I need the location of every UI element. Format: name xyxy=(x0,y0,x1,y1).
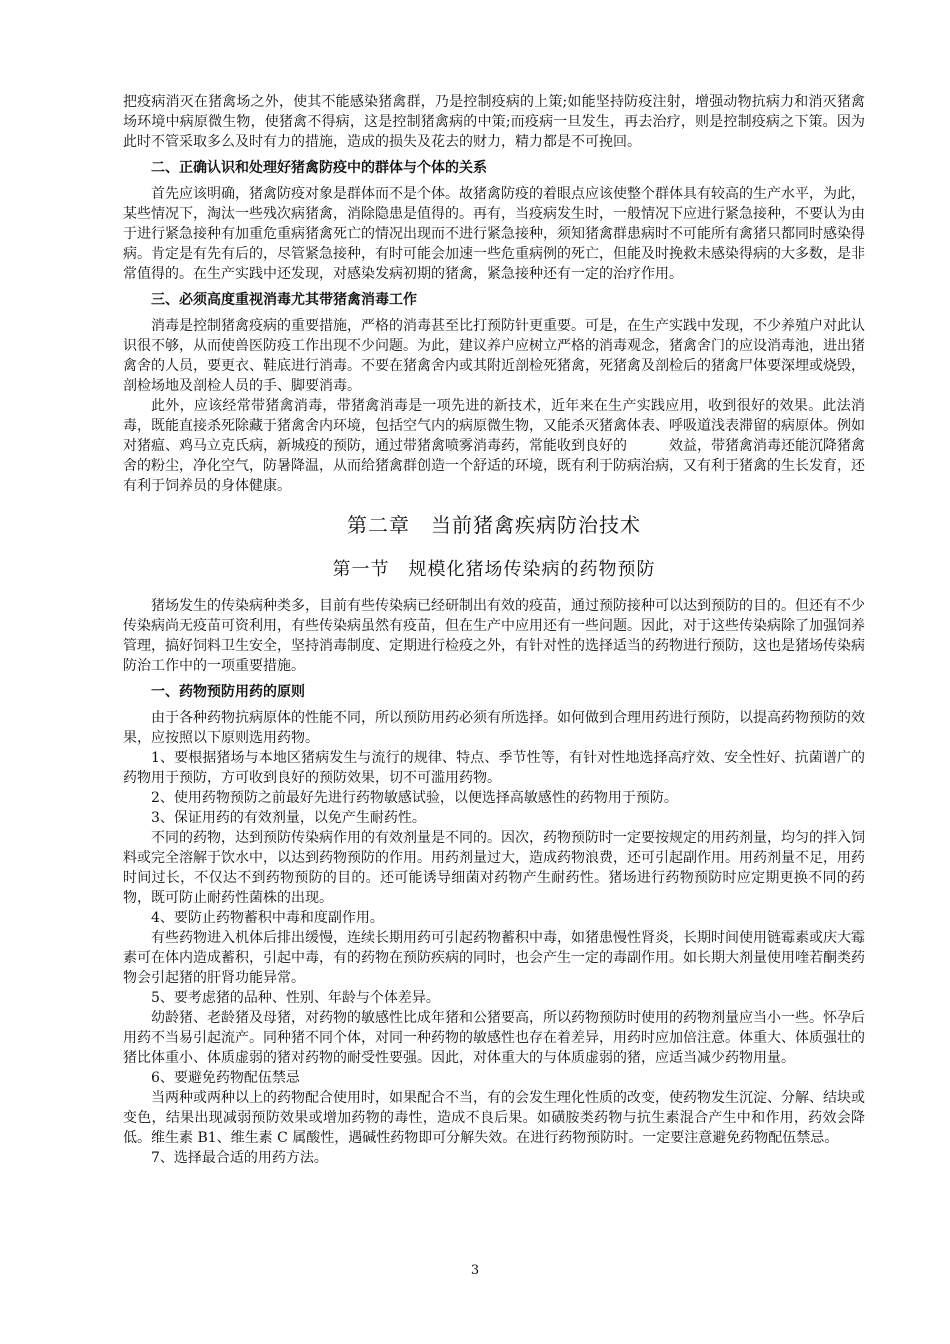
paragraph: 不同的药物，达到预防传染病作用的有效剂量是不同的。因次，药物预防时一定要按规定的用药剂量，均匀的拌入饲料或完全溶解于饮水中，以达到药物预防的作用。用药剂量过大，造成药物浪费，还可引起副作用。用药剂量不足，用药时间过长，不仅达不到药物预防的目的。还可能诱导细菌对药物产生耐药性。猪场进行药物预防时应定期更换不同的药物，既可防止耐药性菌株的出现。 xyxy=(123,830,865,906)
paragraph xyxy=(123,396,865,496)
rule-item: 4、要防止药物蓄积中毒和度副作用。 xyxy=(151,910,384,926)
text-run: 效益，带猪禽消毒还能沉降猪禽舍的粉尘，净化空气，防暑降温，从而给猪禽群创造一个舒适的环境，既有利于防病治病，又有利于猪禽的生长发育，还有利于饲养员的身体健康。 xyxy=(123,438,865,494)
section-title: 第一节 规模化猪场传染病的药物预防 xyxy=(332,559,656,580)
paragraph: 有些药物进入机体后排出缓慢，连续长期用药可引起药物蓄积中毒，如猪患慢性肾炎，长期时间使用链霉素或庆大霉素可在体内造成蓄积，引起中毒，有的药物在预防疾病的同时，也会产生一定的毒副作用。如长期大剂量使用喹若酮类药物会引起猪的肝肾功能异常。 xyxy=(123,930,865,986)
rule-item: 6、要避免药物配伍禁忌 xyxy=(151,1070,300,1086)
page-number: 3 xyxy=(470,1263,480,1278)
paragraph: 首先应该明确，猪禽防疫对象是群体而不是个体。故猪禽防疫的着眼点应该使整个群体具有较高的生产水平，为此，某些情况下，淘汰一些残次病猪禽，消除隐患是值得的。再有，当疫病发生时，一般情况下应进行紧急接种，不要认为由于进行紧急接种有加重危重病猪禽死亡的情况出现而不进行紧急接种，须知猪禽群患病时不可能所有禽猪只都同时感染得病。肯定是有先有后的，尽管紧急接种，有时可能会加速一些危重病例的死亡，但能及时挽救未感染得病的大多数，是非常值得的。在生产实践中还发现，对感染发病初期的猪禽，紧急接种还有一定的治疗作用。 xyxy=(123,186,865,282)
rule-item: 7、选择最合适的用药方法。 xyxy=(151,1150,328,1166)
paragraph: 消毒是控制猪禽疫病的重要措施，严格的消毒甚至比打预防针更重要。可是，在生产实践中发现，不少养殖户对此认识很不够，从而使兽医防疫工作出现不少问题。为此，建议养户应树立严格的消毒观念，猪禽舍门的应设消毒池，进出猪禽舍的人员，要更衣、鞋底进行消毒。不要在猪禽舍内或其附近剖检死猪禽，死猪禽及剖检后的猪禽尸体要深埋或烧毁，剖检场地及剖检人员的手、脚要消毒。 xyxy=(123,318,865,394)
paragraph: 当两种或两种以上的药物配合使用时，如果配合不当，有的会发生理化性质的改变，使药物发生沉淀、分解、结块或变色，结果出现减弱预防效果或增加药物的毒性，造成不良后果。如磺胺类药物与抗生素混合产生中和作用，药效会降低。维生素 B1、维生素 C 属酸性，遇碱性药物即可分解失效。在进行药物预防时。一定要注意避免药物配伍禁忌。 xyxy=(123,1090,865,1146)
paragraph: 由于各种药物抗病原体的性能不同，所以预防用药必须有所选择。如何做到合理用药进行预防，以提高药物预防的效果，应按照以下原则选用药物。 xyxy=(123,710,865,746)
intro-paragraph: 把疫病消灭在猪禽场之外，使其不能感染猪禽群，乃是控制疫病的上策;如能坚持防疫注射，增强动物抗病力和消灭猪禽场环境中病原微生物，使猪禽不得病，这是控制猪禽病的中策;而疫病一旦发生，再去治疗，则是控制疫病之下策。因为此时不管采取多么及时有力的措施，造成的损失及花去的财力，精力都是不可挽回。 xyxy=(123,94,865,150)
page-body xyxy=(123,92,865,1168)
principles-heading: 一、药物预防用药的原则 xyxy=(151,684,305,700)
chapter-title: 第二章 当前猪禽疾病防治技术 xyxy=(347,513,641,537)
section-heading-3: 三、必须高度重视消毒尤其带猪禽消毒工作 xyxy=(151,292,417,308)
paragraph: 幼龄猪、老龄猪及母猪，对药物的敏感性比成年猪和公猪要高，所以药物预防时使用的药物剂量应当小一些。怀孕后用药不当易引起流产。同种猪不同个体，对同一种药物的敏感性也存在着差异，用药时应加倍注意。体重大、体质强壮的猪比体重小、体质虚弱的猪对药物的耐受性要强。因此，对体重大的与体质虚弱的猪，应适当减少药物用量。 xyxy=(123,1010,865,1066)
paragraph: 猪场发生的传染病种类多，目前有些传染病已经研制出有效的疫苗，通过预防接种可以达到预防的目的。但还有不少传染病尚无疫苗可资利用，有些传染病虽然有疫苗，但在生产中应用还有一些问题。因此，对于这些传染病除了加强饲养管理，搞好饲料卫生安全，坚持消毒制度、定期进行检疫之外，有针对性的选择适当的药物进行预防，这也是猪场传染病防治工作中的一项重要措施。 xyxy=(123,598,865,674)
rule-item: 2、使用药物预防之前最好先进行药物敏感试验，以便选择高敏感性的药物用于预防。 xyxy=(151,790,678,806)
text-run: 此外，应该经常带猪禽消毒，带猪禽消毒是一项先进的新技术，近年来在生产实践应用，收到很好的效果。此法消毒，既能直接杀死除藏于猪禽舍内环境，包括空气内的病原微生物，又能杀灭猪禽体表、呼吸道浅表滞留的病原体。例如对猪瘟、鸡马立克氏病，新城疫的预防，通过带猪禽喷雾消毒药，常能收到良好的 xyxy=(123,398,865,454)
rule-item: 5、要考虑猪的品种、性别、年龄与个体差异。 xyxy=(151,990,440,1006)
rule-item: 1、要根据猪场与本地区猪病发生与流行的规律、特点、季节性等，有针对性地选择高疗效、安全性好、抗菌谱广的药物用于预防，方可收到良好的预防效果，切不可滥用药物。 xyxy=(123,750,865,786)
rule-item: 3、保证用药的有效剂量，以免产生耐药性。 xyxy=(151,810,426,826)
section-heading-2: 二、正确认识和处理好猪禽防疫中的群体与个体的关系 xyxy=(151,160,487,176)
